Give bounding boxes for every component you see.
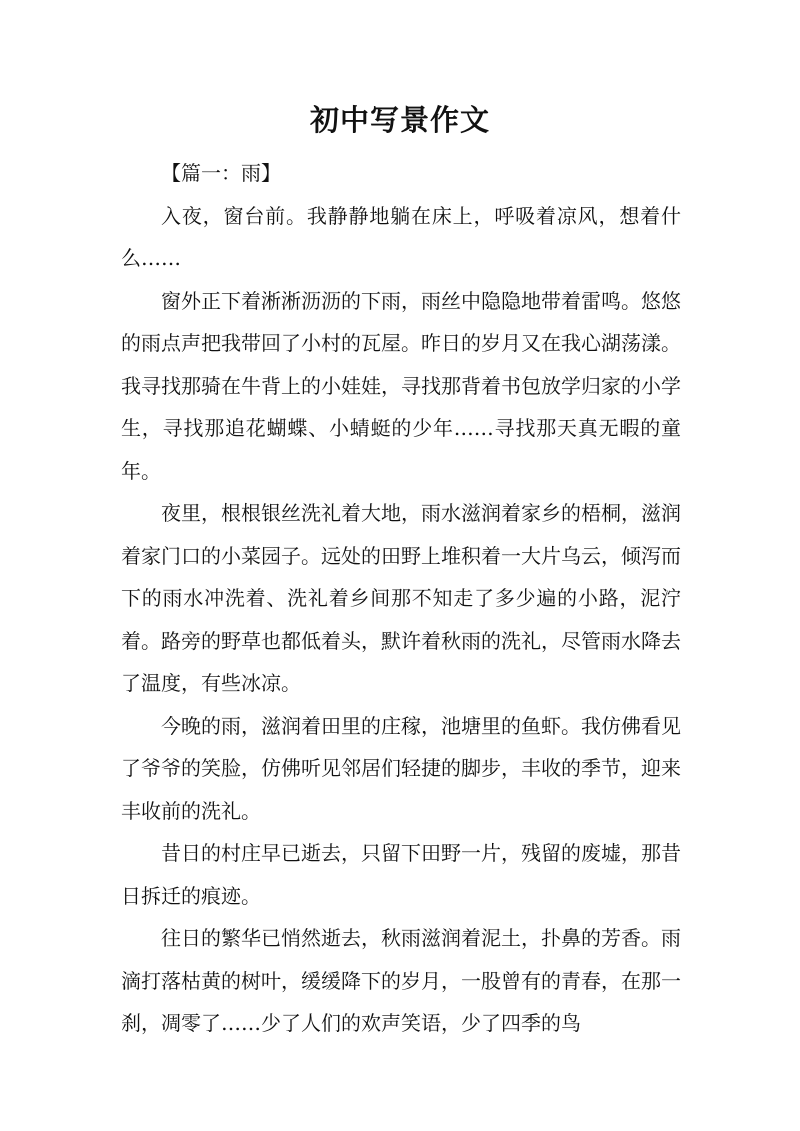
section-heading: 【篇一：雨】	[161, 161, 281, 185]
paragraph: 今晚的雨，滋润着田里的庄稼，池塘里的鱼虾。我仿佛看见了爷爷的笑脸，仿佛听见邻居们轻捷的脚步，丰收的季节，迎来丰收前的洗礼。	[121, 713, 681, 823]
paragraph: 入夜，窗台前。我静静地躺在床上，呼吸着凉风，想着什么……	[121, 203, 681, 270]
paragraph: 昔日的村庄早已逝去，只留下田野一片，残留的废墟，那昔日拆迁的痕迹。	[121, 841, 681, 908]
document-title: 初中写景作文	[309, 103, 490, 137]
paragraph: 窗外正下着淅淅沥沥的下雨，雨丝中隐隐地带着雷鸣。悠悠的雨点声把我带回了小村的瓦屋。昨日的岁月又在我心湖荡漾。我寻找那骑在牛背上的小娃娃，寻找那背着书包放学归家的小学生，寻找那追花蝴蝶、小蜻蜓的少年……寻找那天真无暇的童年。	[121, 288, 681, 483]
paragraph: 夜里，根根银丝洗礼着大地，雨水滋润着家乡的梧桐，滋润着家门口的小菜园子。远处的田野上堆积着一大片乌云，倾泻而下的雨水冲洗着、洗礼着乡间那不知走了多少遍的小路，泥泞着。路旁的野草也都低着头，默许着秋雨的洗礼，尽管雨水降去了温度，有些冰凉。	[121, 501, 681, 695]
paragraph: 往日的繁华已悄然逝去，秋雨滋润着泥土，扑鼻的芳香。雨滴打落枯黄的树叶，缓缓降下的岁月，一股曾有的青春，在那一刹，凋零了……少了人们的欢声笑语，少了四季的鸟	[121, 926, 681, 1035]
document-body	[121, 152, 681, 1045]
